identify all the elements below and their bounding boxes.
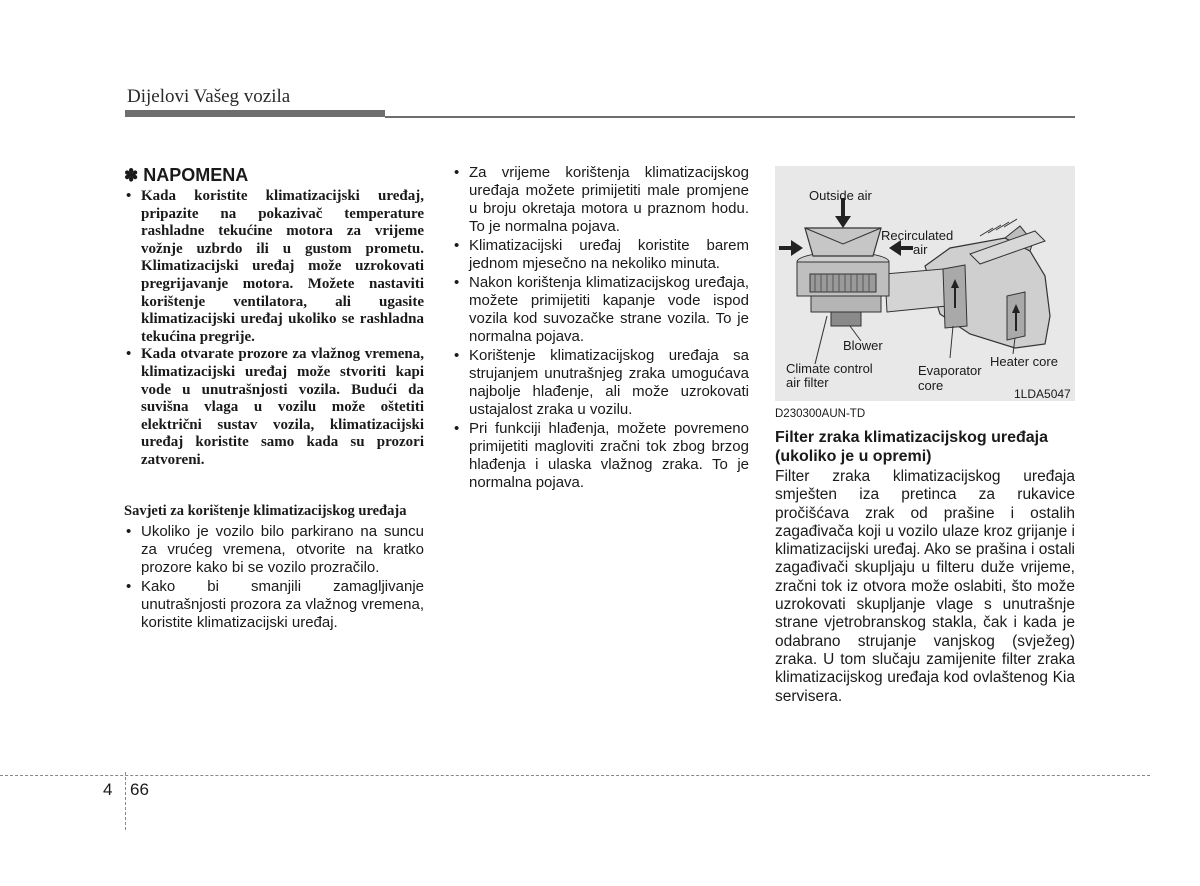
label-climate-filter-2: air filter	[786, 375, 829, 390]
footer-section-number: 4	[103, 780, 113, 799]
label-climate-filter: Climate control	[786, 361, 873, 376]
list-item: • Korištenje klimatizacijskog uređaja sa strujanjem unutrašnjeg zraka umogućava najbolje hlađenje, ali može uzrokovati ustajalost zraka u vozilu.	[452, 347, 749, 419]
note-heading	[124, 165, 424, 186]
footer-vertical-divider	[125, 772, 126, 830]
note-heading-text: NAPOMENA	[143, 165, 249, 185]
tips-item: • Kako bi smanjili zamagljivanje unutrašnjosti prozora za vlažnog vremena, koristite klimatizacijski uređaj.	[124, 578, 424, 632]
label-blower: Blower	[843, 338, 883, 353]
label-evaporator: Evaporator	[918, 363, 982, 378]
note-list	[124, 188, 424, 470]
label-outside-air: Outside air	[809, 188, 872, 203]
footer-page-number: 66	[130, 780, 149, 799]
list-item: • Klimatizacijski uređaj koristite barem jednom mjesečno na nekoliko minuta.	[452, 237, 749, 273]
header-rule	[125, 110, 385, 117]
label-recirculated-air: Recirculated	[881, 228, 954, 243]
air-filter-diagram	[775, 166, 1075, 401]
section-code: D230300AUN-TD	[775, 408, 866, 420]
column-left	[124, 165, 424, 633]
list-item: • Za vrijeme korištenja klimatizacijskog uređaja možete primijetiti male promjene u broju okretaja motora u praznom hodu. To je normalna pojava.	[452, 164, 749, 236]
tips-list	[124, 523, 424, 632]
tips-item: • Ukoliko je vozilo bilo parkirano na suncu za vrućeg vremena, otvorite na kratko prozore kako bi se vozilo prozračilo.	[124, 523, 424, 577]
section-body: Filter zraka klimatizacijskog uređaja smješten iza pretinca za rukavice pročišćava zrak od prašine i ostalih zagađivača koji u vozilo ulaze kroz grijanje i klimatizacijski uređaj. Ako se prašina i ostali zagađivači skupljaju u filteru duže vrijeme, zračni tok iz otvora može oslabiti, što može uzrokovati skupljanje vlage s unutrašnje strane vjetrobranskog stakla, čak i kada je odabrano strujanje vanjskog (svježeg) zraka. U tom slučaju zamijenite filter zraka klimatizacijskog uređaja kod ovlaštenog Kia servisera.	[775, 468, 1075, 705]
label-evaporator-2: core	[918, 378, 944, 393]
ac-tips-list	[452, 164, 749, 492]
header-rule-thin	[385, 116, 1075, 118]
diagram-illustration	[775, 166, 1075, 401]
note-item: • Kada koristite klimatizacijski uređaj, pripazite na pokazivač temperature rashladne tekućine motora za vrijeme vožnje uzbrdo ili u gustom prometu. Klimatizacijski uređaj može uzrokovati pregrijavanje motora. Možete nastaviti korištenje ventilatora, ali ugasite klimatizacijski uređaj ukoliko se rashladna tekućina pregrije.	[124, 188, 424, 346]
tips-heading: Savjeti za korištenje klimatizacijskog uređaja	[124, 502, 407, 519]
asterisk-icon: ✽	[124, 165, 139, 185]
footer-divider	[0, 775, 1150, 776]
label-recirculated-air-2: air	[913, 242, 928, 257]
list-item: • Pri funkciji hlađenja, možete povremeno primijetiti magloviti zračni tok zbog brzog hlađenja i ulaska vlažnog zraka. To je normalna pojava.	[452, 420, 749, 492]
column-right	[775, 166, 1075, 706]
column-middle	[452, 164, 749, 493]
label-heater-core: Heater core	[990, 354, 1058, 369]
list-item: • Nakon korištenja klimatizacijskog uređaja, možete primijetiti kapanje vode ispod vozila kod suvozačke strane vozila. To je normalna pojava.	[452, 274, 749, 346]
section-title: Filter zraka klimatizacijskog uređaja (ukoliko je u opremi)	[775, 429, 1049, 465]
figure-id: 1LDA5047	[1014, 387, 1071, 401]
page-header-title: Dijelovi Vašeg vozila	[127, 86, 291, 107]
note-item: • Kada otvarate prozore za vlažnog vremena, klimatizacijski uređaj može stvoriti kapi vode u unutrašnjosti vozila. Budući da suvišna vlaga u vozilu može oštetiti električni sustav vozila, klimatizacijski uređaj koristite samo kada su prozori zatvoreni.	[124, 346, 424, 469]
